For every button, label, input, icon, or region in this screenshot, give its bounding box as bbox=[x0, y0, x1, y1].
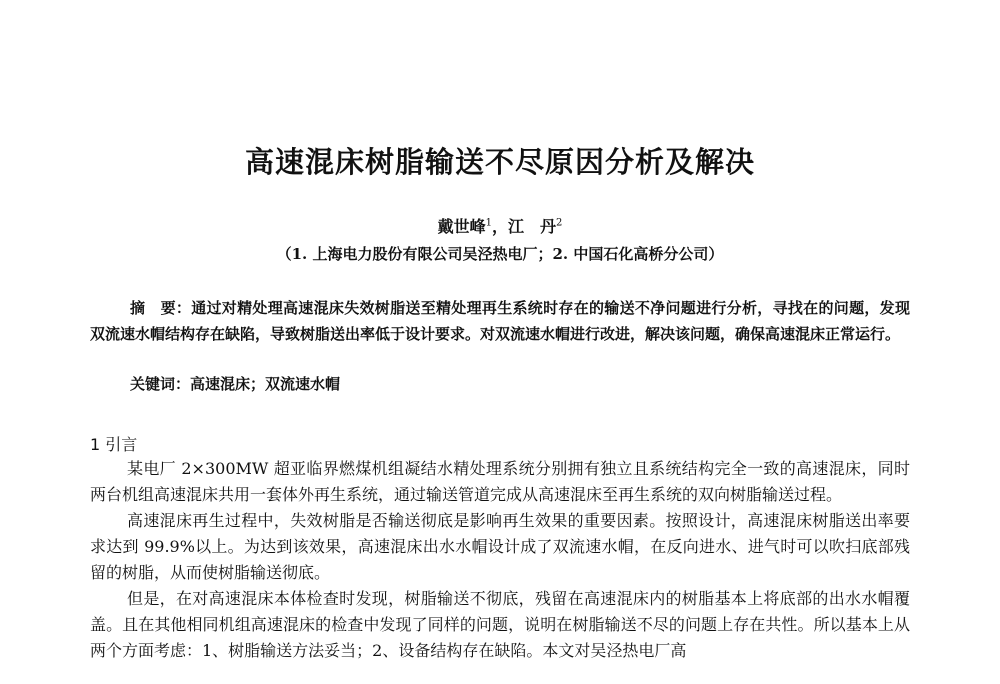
affiliation-line: （1. 上海电力股份有限公司吴泾热电厂；2. 中国石化高桥分公司） bbox=[276, 245, 724, 263]
keywords-text: 高速混床；双流速水帽 bbox=[190, 375, 341, 393]
author-line bbox=[0, 214, 1000, 237]
author-affiliation-mark: 2 bbox=[556, 217, 563, 229]
abstract bbox=[90, 295, 910, 347]
paragraph: 高速混床再生过程中，失效树脂是否输送彻底是影响再生效果的重要因素。按照设计，高速混床树脂送出率要求达到 99.9%以上。为达到该效果，高速混床出水水帽设计成了双流速水帽，在反向进水、进气时可以吹扫底部残留的树脂，从而使树脂输送彻底。 bbox=[90, 511, 910, 582]
abstract-text: 通过对精处理高速混床失效树脂送至精处理再生系统时存在的输送不净问题进行分析，寻找在的问题，发现双流速水帽结构存在缺陷，导致树脂送出率低于设计要求。对双流速水帽进行改进，解决该问题，确保高速混床正常运行。 bbox=[90, 299, 910, 343]
keywords-label: 关键词： bbox=[130, 375, 191, 393]
body-text bbox=[90, 456, 910, 664]
author-separator: ， bbox=[491, 217, 508, 236]
paragraph: 某电厂 2×300MW 超亚临界燃煤机组凝结水精处理系统分别拥有独立且系统结构完全一致的高速混床，同时两台机组高速混床共用一套体外再生系统，通过输送管道完成从高速混床至再生系统的双向树脂输送过程。 bbox=[90, 459, 910, 504]
paper-title: 高速混床树脂输送不尽原因分析及解决 bbox=[244, 145, 755, 179]
author-affiliation-mark: 1 bbox=[485, 217, 492, 229]
keywords bbox=[130, 373, 340, 394]
section-heading: 1 引言 bbox=[90, 435, 138, 454]
author-name: 江 丹 bbox=[508, 217, 557, 236]
paragraph: 但是，在对高速混床本体检查时发现，树脂输送不彻底，残留在高速混床内的树脂基本上将底部的出水水帽覆盖。且在其他相同机组高速混床的检查中发现了同样的问题，说明在树脂输送不尽的问题上存在共性。所以基本上从两个方面考虑：1、树脂输送方法妥当；2、设备结构存在缺陷。本文对吴泾热电厂高 bbox=[90, 589, 910, 660]
author-name: 戴世峰 bbox=[437, 217, 486, 236]
abstract-label: 摘 要： bbox=[130, 299, 192, 317]
